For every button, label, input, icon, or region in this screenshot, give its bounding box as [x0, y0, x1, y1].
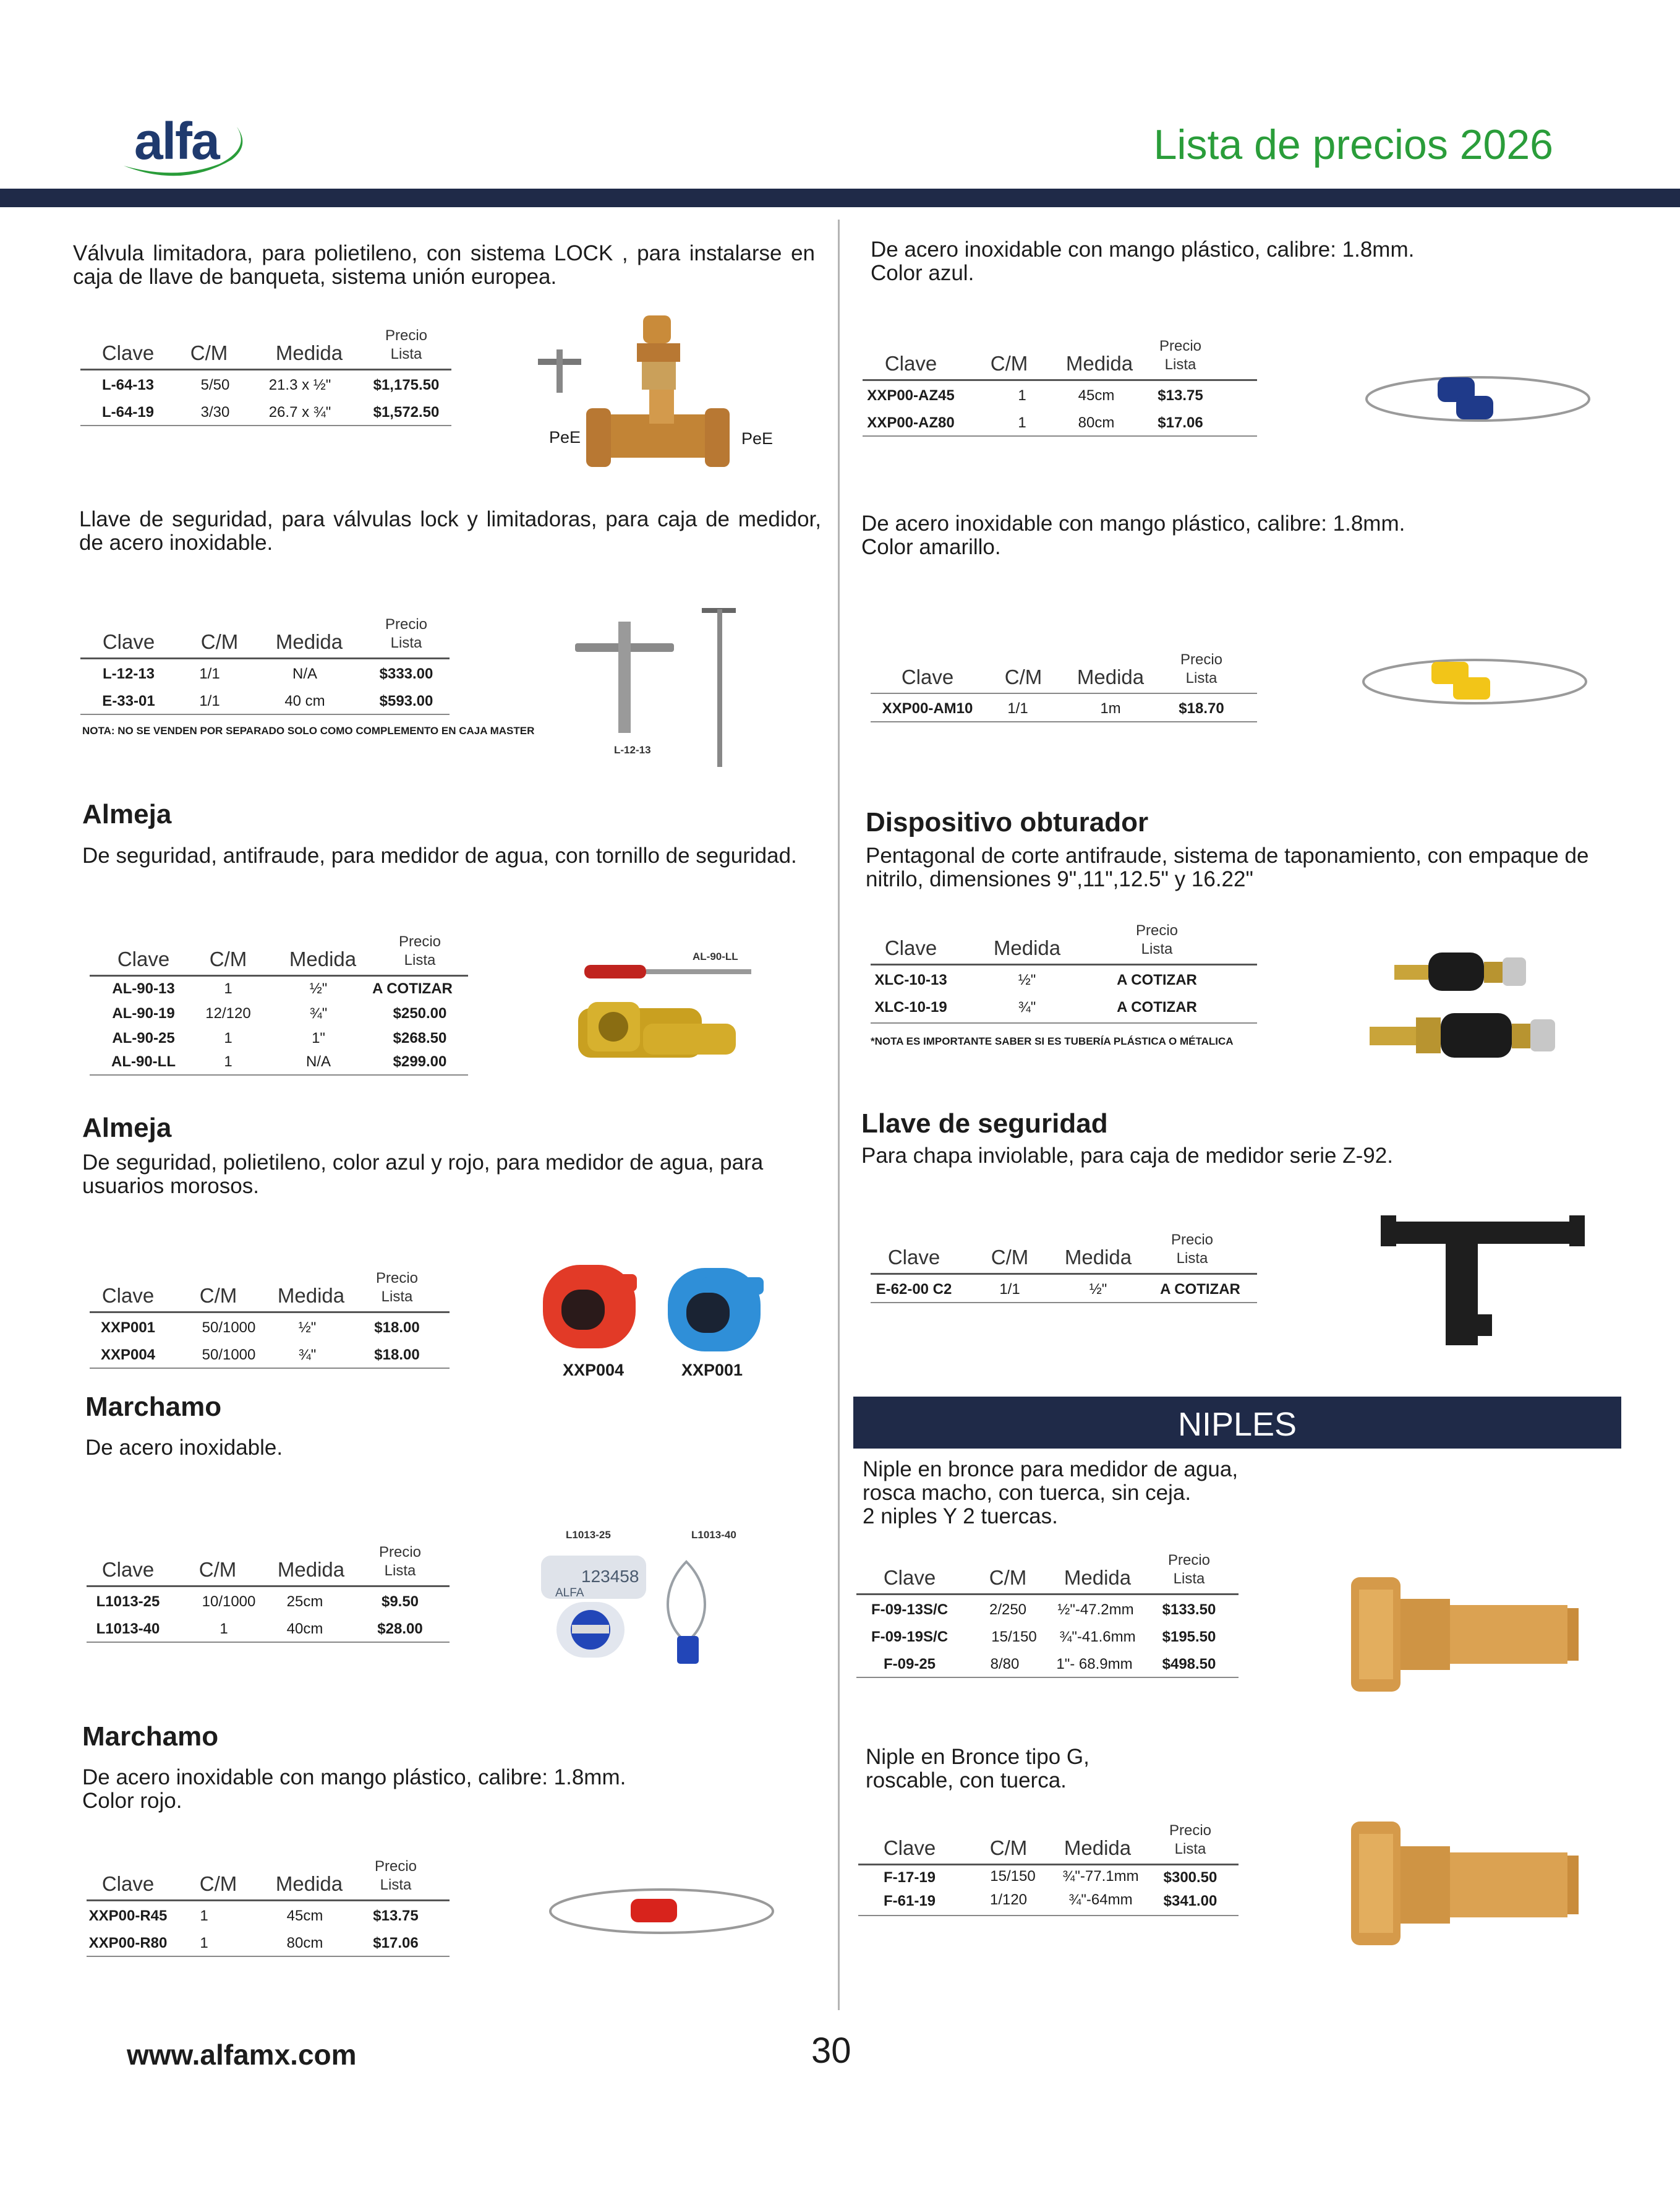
col-medida: Medida	[275, 341, 343, 364]
logo-swoosh-icon	[127, 111, 263, 186]
s3-description: De seguridad, antifraude, para medidor de agua, con tornillo de seguridad.	[82, 844, 797, 868]
col-clave: Clave	[101, 341, 155, 364]
table-row: F-61-19 1/120 ¾"-64mm $341.00	[883, 1891, 1217, 1909]
s3-price-table: Clave C/M Medida Precio Lista AL-90-13 1 ½" A COTIZAR AL-90-19 12/120 ¾" $250.00 AL-90-25 1 1" $268.50 AL-90-LL 1 N/A $299.00	[90, 933, 468, 1076]
table-row: F-09-25 8/80 1"- 68.9mm $498.50	[883, 1656, 1216, 1672]
col-cm: C/M	[190, 341, 228, 364]
r5-description-1: Niple en bronce para medidor de agua,	[863, 1457, 1239, 1481]
s1-price-table	[80, 327, 451, 426]
bronze-nipple-image	[1348, 1565, 1583, 1695]
table-row: AL-90-25 1 1" $268.50	[112, 1030, 447, 1047]
table-row: L1013-40 1 40cm $28.00	[96, 1620, 423, 1637]
blue-clamp-label: XXP001	[681, 1361, 743, 1379]
yellow-cable-seal-image	[1360, 649, 1589, 717]
s4-description: De seguridad, polietileno, color azul y rojo, para medidor de agua, para usuarios morosos.	[82, 1150, 764, 1198]
valve-image	[532, 309, 761, 489]
r5-price-table: Clave C/M Medida Precio Lista F-09-13S/C 2/250 ½"-47.2mm $133.50 F-09-19S/C 15/150 ¾"-41.6mm $195.50 F-09-25 8/80 1"- 68.9mm $498.50	[856, 1551, 1239, 1678]
r4-description: Para chapa inviolable, para caja de medidor serie Z-92.	[861, 1144, 1393, 1168]
s6-description-2: Color rojo.	[82, 1789, 182, 1813]
key-image	[569, 603, 754, 767]
table-row: XXP00-R45 1 45cm $13.75	[88, 1907, 419, 1924]
table-row: AL-90-LL 1 N/A $299.00	[111, 1053, 447, 1070]
s2-description: Llave de seguridad, para válvulas lock y limitadoras, para caja de medidor, de acero inoxidable.	[79, 507, 821, 555]
page-title: Lista de precios 2026	[1153, 121, 1553, 168]
blue-cable-seal-image	[1363, 365, 1592, 433]
seal-number: 123458	[581, 1567, 639, 1586]
table-row: XXP00-AM10 1/1 1m $18.70	[882, 700, 1224, 717]
r6-price-table: Clave C/M Medida Precio Lista F-17-19 15/150 ¾"-77.1mm $300.50 F-61-19 1/120 ¾"-64mm $341.00	[858, 1822, 1239, 1916]
s1-description: Válvula limitadora, para polietileno, con sistema LOCK , para instalarse en caja de llave de banqueta, sistema unión europea.	[73, 241, 815, 289]
red-clamp-label: XXP004	[563, 1361, 625, 1379]
table-row: L-64-19 3/30 26.7 x ¾" $1,572.50	[101, 404, 440, 421]
r3-price-table: Clave Medida Precio Lista XLC-10-13 ½" A COTIZAR XLC-10-19 ¾" A COTIZAR	[871, 922, 1257, 1024]
table-row: XXP001 50/1000 ½" $18.00	[100, 1319, 420, 1336]
table-row: XXP004 50/1000 ¾" $18.00	[100, 1346, 420, 1363]
page-number: 30	[811, 2031, 851, 2071]
r3-heading: Dispositivo obturador	[866, 807, 1149, 837]
plug-image	[1367, 940, 1577, 1064]
red-cable-seal-image	[547, 1880, 776, 1948]
s2-price-table: Clave C/M Medida Precio Lista L-12-13 1/1 N/A $333.00 E-33-01 1/1 40 cm $593.00	[80, 615, 450, 715]
r3-description: Pentagonal de corte antifraude, sistema de taponamiento, con empaque de nitrilo, dimensiones 9",11",12.5" y 16.22"	[866, 844, 1589, 891]
table-row: E-33-01 1/1 40 cm $593.00	[102, 693, 433, 709]
s4-heading: Almeja	[82, 1113, 172, 1143]
r6-description-1: Niple en Bronce tipo G,	[866, 1745, 1089, 1769]
valve-label-right: PeE	[741, 429, 774, 448]
key-label: L-12-13	[614, 744, 651, 756]
footer-url[interactable]: www.alfamx.com	[127, 2039, 357, 2071]
col-precio: Precio Lista	[385, 327, 428, 362]
alfa-logo	[127, 111, 263, 186]
s6-price-table: Clave C/M Medida Precio Lista XXP00-R45 1 45cm $13.75 XXP00-R80 1 80cm $17.06	[87, 1857, 450, 1957]
table-row: L1013-25 10/1000 25cm $9.50	[96, 1593, 419, 1610]
s6-description-1: De acero inoxidable con mango plástico, calibre: 1.8mm.	[82, 1765, 626, 1789]
s5-description: De acero inoxidable.	[85, 1436, 283, 1460]
table-row: XXP00-AZ80 1 80cm $17.06	[867, 414, 1203, 431]
table-row: AL-90-13 1 ½" A COTIZAR	[112, 980, 453, 997]
table-row: XXP00-AZ45 1 45cm $13.75	[867, 387, 1203, 404]
r4-heading: Llave de seguridad	[861, 1108, 1108, 1139]
seal-label-2: L1013-40	[691, 1529, 736, 1541]
r4-price-table: Clave C/M Medida Precio Lista E-62-00 C2 1/1 ½" A COTIZAR	[871, 1231, 1257, 1303]
r1-description-2: Color azul.	[871, 261, 974, 285]
table-row: F-09-19S/C 15/150 ¾"-41.6mm $195.50	[871, 1629, 1216, 1645]
security-key-image	[1378, 1209, 1588, 1358]
valve-label-left: PeE	[549, 428, 581, 447]
r6-description-2: roscable, con tuerca.	[866, 1768, 1067, 1792]
r3-note: *NOTA ES IMPORTANTE SABER SI ES TUBERÍA PLÁSTICA O MÉTALICA	[871, 1035, 1234, 1047]
niples-banner	[853, 1397, 1621, 1449]
table-row: F-17-19 15/150 ¾"-77.1mm $300.50	[883, 1868, 1217, 1886]
niples-title: NIPLES	[1177, 1406, 1297, 1443]
table-row: F-09-13S/C 2/250 ½"-47.2mm $133.50	[871, 1601, 1216, 1618]
seal-brand: ALFA	[555, 1586, 584, 1599]
s5-heading: Marchamo	[85, 1392, 222, 1422]
bronze-nipple-g-image	[1348, 1812, 1583, 1948]
table-row: E-62-00 C2 1/1 ½" A COTIZAR	[876, 1281, 1240, 1298]
table-row: XLC-10-19 ¾" A COTIZAR	[874, 999, 1197, 1016]
table-row: L-12-13 1/1 N/A $333.00	[102, 666, 433, 682]
r2-description-2: Color amarillo.	[861, 535, 1001, 559]
r5-description-2: rosca macho, con tuerca, sin ceja.	[863, 1481, 1192, 1505]
r1-description-1: De acero inoxidable con mango plástico, calibre: 1.8mm.	[871, 238, 1415, 262]
s2-note: NOTA: NO SE VENDEN POR SEPARADO SOLO COMO COMPLEMENTO EN CAJA MASTER	[82, 725, 535, 737]
s3-heading: Almeja	[82, 799, 172, 829]
s6-heading: Marchamo	[82, 1721, 219, 1752]
table-row: AL-90-19 12/120 ¾" $250.00	[112, 1005, 447, 1022]
r2-description-1: De acero inoxidable con mango plástico, calibre: 1.8mm.	[861, 512, 1405, 536]
s5-price-table: Clave C/M Medida Precio Lista L1013-25 10/1000 25cm $9.50 L1013-40 1 40cm $28.00	[87, 1543, 450, 1643]
logo-text: alfa	[134, 112, 219, 170]
r1-price-table: Clave C/M Medida Precio Lista XXP00-AZ45 1 45cm $13.75 XXP00-AZ80 1 80cm $17.06	[863, 337, 1257, 437]
table-row: XLC-10-13 ½" A COTIZAR	[874, 972, 1197, 988]
table-row: XXP00-R80 1 80cm $17.06	[88, 1935, 419, 1951]
r5-description-3: 2 niples Y 2 tuercas.	[863, 1504, 1058, 1528]
header-bar	[0, 189, 1680, 207]
table-row: L-64-13 5/50 21.3 x ½" $1,175.50	[101, 377, 440, 393]
s4-price-table: Clave C/M Medida Precio Lista XXP001 50/1000 ½" $18.00 XXP004 50/1000 ¾" $18.00	[90, 1269, 450, 1369]
column-divider	[838, 220, 840, 2010]
seal-image	[538, 1549, 748, 1667]
seal-label-1: L1013-25	[566, 1529, 611, 1541]
clamp-image	[550, 949, 748, 1079]
polyethylene-clamp-image	[538, 1252, 791, 1364]
r2-price-table: Clave C/M Medida Precio Lista XXP00-AM10 1/1 1m $18.70	[871, 651, 1257, 722]
clamp-label: AL-90-LL	[693, 951, 738, 962]
